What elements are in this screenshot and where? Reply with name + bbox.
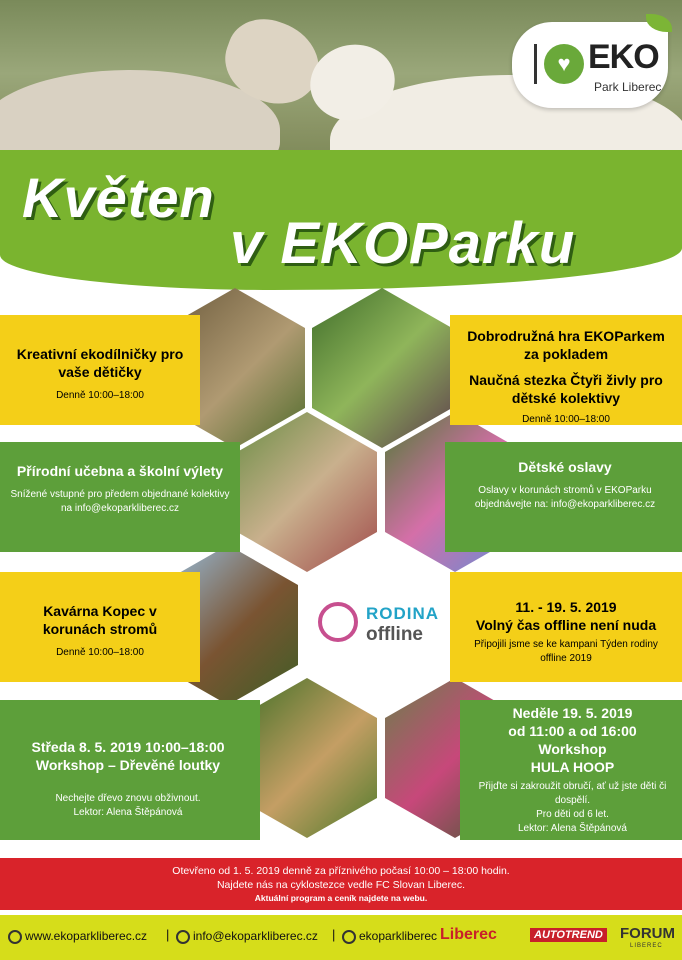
facebook-icon [342, 930, 356, 944]
block-title-2: od 11:00 a od 16:00 [508, 723, 637, 739]
block-kavarna [0, 572, 200, 682]
rodina-offline-logo [318, 600, 448, 650]
footer-facebook-link[interactable]: ekoparkliberec [359, 929, 438, 943]
logo-divider [534, 44, 537, 84]
globe-icon [8, 930, 22, 944]
footer-email[interactable] [176, 929, 318, 944]
footer-email-link[interactable]: info@ekoparkliberec.cz [193, 929, 318, 943]
rodina-title: RODINA [366, 604, 440, 623]
footer [0, 915, 682, 960]
info-band [0, 858, 682, 910]
footer-web[interactable] [8, 929, 147, 944]
autotrend-logo: AUTOTREND [530, 928, 607, 942]
block-dobrodruzna [450, 315, 682, 425]
block-title-2: Naučná stezka Čtyři živly pro dětské kolektivy [469, 372, 663, 406]
footer-facebook[interactable] [342, 929, 437, 944]
block-dates: 11. - 19. 5. 2019 [515, 599, 617, 615]
block-title: Kreativní ekodílničky pro vaše dětičky [16, 346, 184, 380]
block-text: Přijďte si zakroužit obručí, ať už jste děti či dospělí. [478, 781, 667, 806]
liberec-logo: Liberec [440, 926, 497, 943]
footer-separator: | [332, 927, 336, 942]
block-text: Nechejte dřevo znovu obživnout. [55, 793, 201, 804]
block-lektor: Lektor: Alena Štěpánová [73, 807, 183, 818]
at-icon [176, 930, 190, 944]
block-title-4: HULA HOOP [530, 759, 615, 775]
block-lektor: Lektor: Alena Štěpánová [518, 823, 627, 834]
title-line-1: Květen [22, 166, 215, 229]
forum-logo: FORUM [620, 925, 675, 942]
forum-logo-sub: LIBEREC [630, 943, 663, 949]
block-hula-hoop [460, 700, 682, 840]
info-web-note: Aktuální program a ceník najdete na webu. [254, 893, 428, 903]
footer-separator: | [166, 927, 170, 942]
photo-children-forest [312, 288, 452, 448]
block-text: Připojili jsme se ke kampani Týden rodiny offline 2019 [474, 639, 658, 664]
block-prirodni [0, 442, 240, 552]
footer-web-link[interactable]: www.ekoparkliberec.cz [25, 929, 148, 943]
ekopark-logo [512, 22, 668, 108]
block-time: Denně 10:00–18:00 [522, 414, 610, 425]
rodina-subtitle: offline [366, 624, 423, 645]
block-text: Snížené vstupné pro předem objednané kolektivy na info@ekoparkliberec.cz [10, 489, 230, 514]
block-time: Denně 10:00–18:00 [56, 390, 144, 401]
title-line-2: v EKOParku [230, 211, 576, 276]
block-title-3: Workshop [538, 741, 607, 757]
block-text-2: Pro děti od 6 let. [536, 809, 609, 820]
block-oslavy [445, 442, 682, 552]
block-time: Denně 10:00–18:00 [56, 647, 144, 658]
block-title: Kavárna Kopec v korunách stromů [42, 603, 158, 637]
block-title: Volný čas offline není nuda [475, 617, 657, 633]
logo-eko: EKO [588, 38, 659, 76]
block-title: Dětské oslavy [518, 459, 612, 475]
block-title-2: Workshop – Dřevěné loutky [35, 757, 221, 773]
block-text: Oslavy v korunách stromů v EKOParku objednávejte na: info@ekoparkliberec.cz [474, 485, 656, 510]
block-loutky [0, 700, 260, 840]
info-location: Najdete nás na cyklostezce vedle FC Slovan Liberec. [216, 879, 466, 891]
block-title: Středa 8. 5. 2019 10:00–18:00 [31, 739, 225, 755]
heart-icon: ♥ [544, 44, 584, 84]
info-hours: Otevřeno od 1. 5. 2019 denně za příznivého počasí 10:00 – 18:00 hodin. [172, 865, 510, 877]
block-title: Přírodní učebna a školní výlety [16, 463, 224, 479]
rodina-circle-icon [318, 602, 358, 642]
logo-subtitle: Park Liberec [594, 80, 662, 94]
block-title: Dobrodružná hra EKOParkem za pokladem [467, 328, 665, 362]
block-title: Neděle 19. 5. 2019 [512, 705, 633, 721]
block-kreativni [0, 315, 200, 425]
block-volny-cas [450, 572, 682, 682]
photo-school-group [237, 412, 377, 572]
